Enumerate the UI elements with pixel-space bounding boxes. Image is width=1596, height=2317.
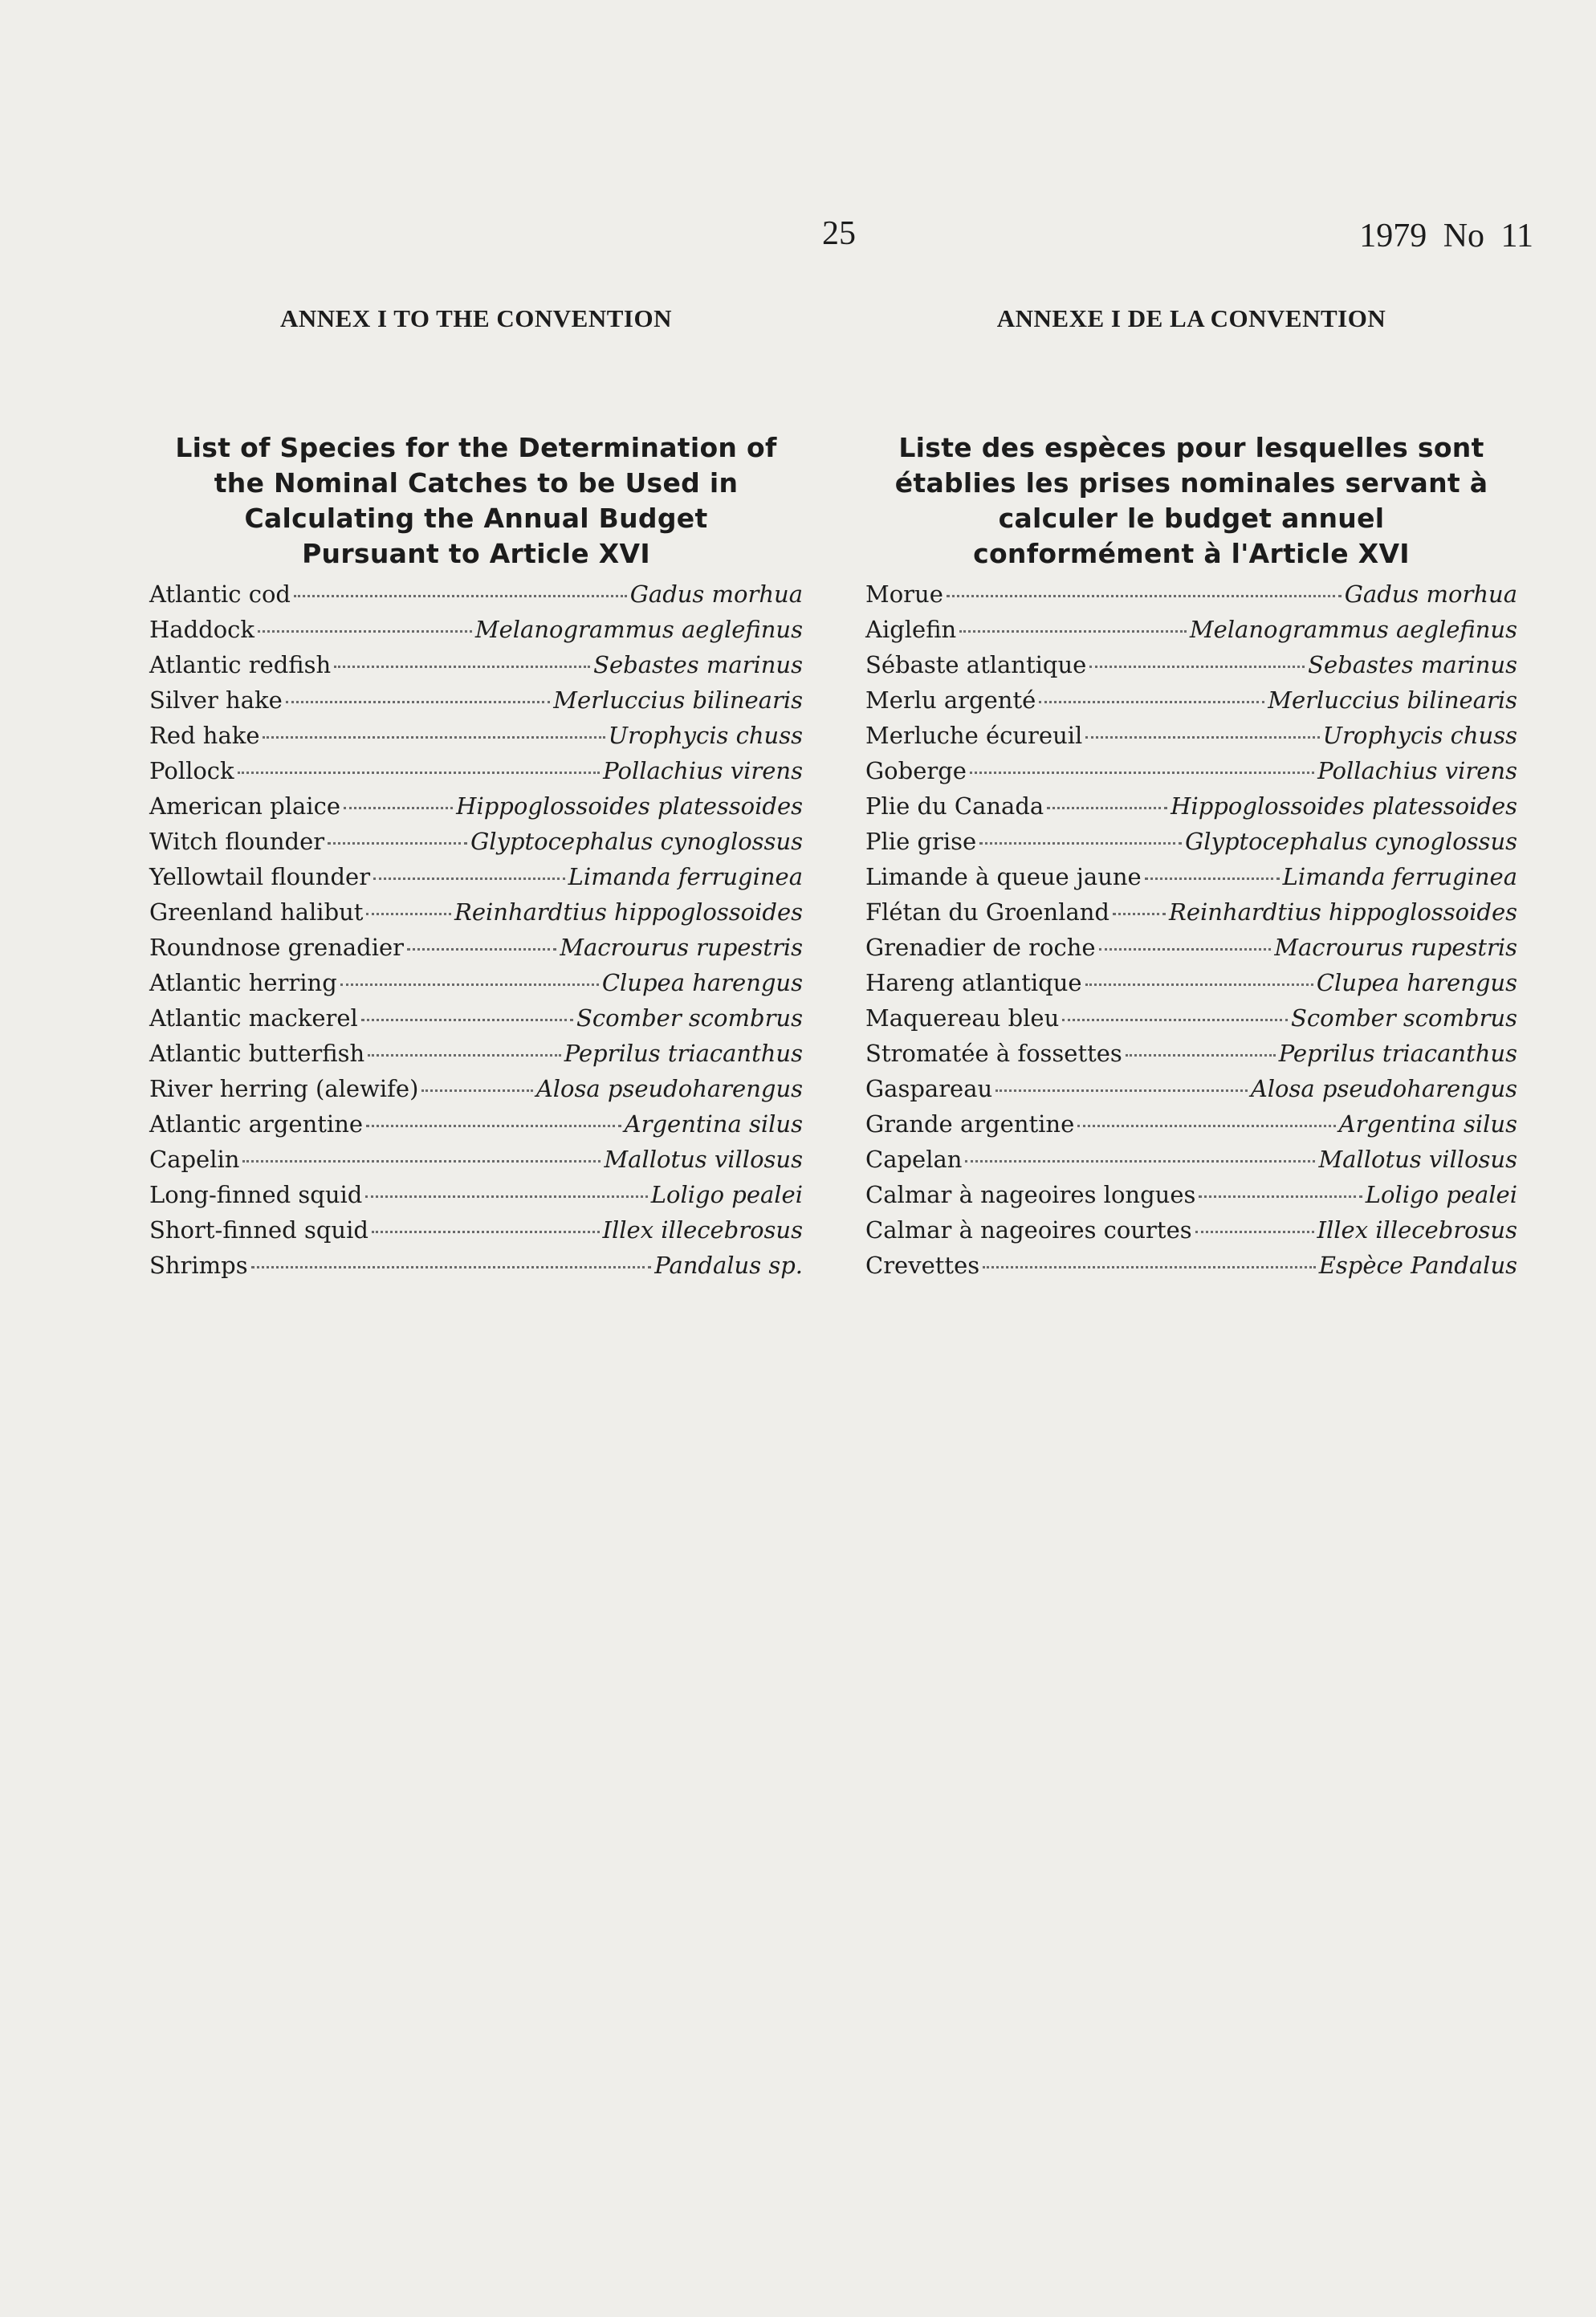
species-row (149, 1177, 803, 1212)
common-name: Merluche écureuil (865, 722, 1083, 749)
common-name: Red hake (149, 722, 260, 749)
species-row (865, 1106, 1517, 1142)
species-row (149, 1142, 803, 1177)
species-row (149, 965, 803, 1000)
dot-leader (1199, 1195, 1362, 1198)
species-row (865, 576, 1517, 612)
common-name: Plie du Canada (865, 792, 1044, 820)
scientific-name: Pandalus sp. (654, 1252, 803, 1279)
dot-leader (334, 666, 590, 668)
species-row (149, 612, 803, 647)
species-row (149, 682, 803, 718)
species-list (149, 576, 803, 1283)
dot-leader (421, 1089, 532, 1092)
species-row (149, 576, 803, 612)
scientific-name: Sebastes marinus (593, 651, 803, 678)
common-name: Capelin (149, 1146, 240, 1173)
dot-leader (372, 1231, 600, 1233)
species-row (865, 894, 1517, 930)
common-name: Limande à queue jaune (865, 863, 1142, 890)
dot-leader (1039, 701, 1264, 703)
dot-leader (263, 736, 605, 739)
species-row (865, 788, 1517, 824)
species-row (865, 647, 1517, 682)
common-name: Sébaste atlantique (865, 651, 1087, 678)
common-name: Crevettes (865, 1252, 980, 1279)
species-row (149, 894, 803, 930)
common-name: Maquereau bleu (865, 1004, 1060, 1032)
scientific-name: Merluccius bilinearis (1268, 686, 1517, 714)
list-title-line: conformément à l'Article XVI (973, 538, 1410, 569)
common-name: American plaice (149, 792, 340, 820)
scientific-name: Pollachius virens (1317, 757, 1517, 784)
species-row (865, 612, 1517, 647)
species-row (865, 682, 1517, 718)
list-title (865, 430, 1517, 572)
species-row (865, 824, 1517, 859)
species-row (865, 1000, 1517, 1036)
species-row (149, 859, 803, 894)
species-row (865, 1142, 1517, 1177)
scientific-name: Glyptocephalus cynoglossus (470, 828, 803, 855)
dot-leader (407, 948, 556, 951)
species-row (865, 859, 1517, 894)
scientific-name: Hippoglossoides platessoides (456, 792, 803, 820)
french-column (865, 301, 1517, 1283)
annex-title: ANNEXE I DE LA CONVENTION (996, 304, 1386, 332)
common-name: Atlantic herring (149, 969, 337, 996)
common-name: Atlantic redfish (149, 651, 332, 678)
species-row (149, 1248, 803, 1283)
dot-leader (995, 1089, 1248, 1092)
dot-leader (1126, 1054, 1276, 1057)
dot-leader (365, 1195, 647, 1198)
common-name: Silver hake (149, 686, 283, 714)
common-name: Yellowtail flounder (149, 863, 371, 890)
dot-leader (1113, 913, 1166, 915)
dot-leader (979, 842, 1182, 845)
species-row (149, 718, 803, 753)
scientific-name: Mallotus villosus (1318, 1146, 1517, 1173)
common-name: Calmar à nageoires longues (865, 1181, 1196, 1208)
common-name: Atlantic mackerel (149, 1004, 358, 1032)
list-title-line: Calculating the Annual Budget (244, 503, 708, 534)
common-name: Atlantic butterfish (149, 1040, 365, 1067)
species-row (149, 1036, 803, 1071)
species-row (865, 1036, 1517, 1071)
scientific-name: Glyptocephalus cynoglossus (1185, 828, 1517, 855)
common-name: Greenland halibut (149, 898, 364, 926)
scientific-name: Illex illecebrosus (1317, 1216, 1517, 1244)
scientific-name: Gadus morhua (629, 580, 803, 608)
species-row (149, 1212, 803, 1248)
document-reference: 1979 No 11 (1359, 218, 1533, 255)
scientific-name: Reinhardtius hippoglossoides (1169, 898, 1517, 926)
dot-leader (1062, 1019, 1288, 1021)
species-row (865, 1248, 1517, 1283)
species-row (865, 930, 1517, 965)
common-name: Long-finned squid (149, 1181, 363, 1208)
list-title-line: the Nominal Catches to be Used in (214, 467, 739, 499)
species-row (865, 965, 1517, 1000)
scientific-name: Scomber scombrus (576, 1004, 803, 1032)
scientific-name: Loligo pealei (1365, 1181, 1517, 1208)
species-row (149, 1106, 803, 1142)
common-name: Roundnose grenadier (149, 934, 405, 961)
species-row (865, 753, 1517, 788)
species-list (865, 576, 1517, 1283)
scientific-name: Gadus morhua (1344, 580, 1517, 608)
dot-leader (294, 595, 627, 597)
dot-leader (1099, 948, 1272, 951)
common-name: Haddock (149, 616, 254, 643)
list-title-line: Pursuant to Article XVI (302, 538, 650, 569)
common-name: Atlantic argentine (149, 1110, 364, 1138)
scientific-name: Mallotus villosus (604, 1146, 803, 1173)
common-name: Grenadier de roche (865, 934, 1096, 961)
scientific-name: Macrourus rupestris (560, 934, 803, 961)
scientific-name: Limanda ferruginea (1282, 863, 1517, 890)
dot-leader (1085, 983, 1313, 986)
dot-leader (368, 1054, 560, 1057)
scientific-name: Clupea harengus (601, 969, 803, 996)
dot-leader (373, 878, 565, 880)
scientific-name: Espèce Pandalus (1318, 1252, 1517, 1279)
scientific-name: Alosa pseudoharengus (535, 1075, 803, 1102)
list-title (149, 430, 803, 572)
common-name: Calmar à nageoires courtes (865, 1216, 1192, 1244)
species-row (149, 753, 803, 788)
common-name: Hareng atlantique (865, 969, 1082, 996)
species-row (865, 718, 1517, 753)
scientific-name: Hippoglossoides platessoides (1171, 792, 1517, 820)
dot-leader (1089, 666, 1305, 668)
species-row (865, 1177, 1517, 1212)
scientific-name: Clupea harengus (1316, 969, 1517, 996)
common-name: Atlantic cod (149, 580, 291, 608)
dot-leader (1085, 736, 1319, 739)
dot-leader (1145, 878, 1280, 880)
species-row (149, 1071, 803, 1106)
scientific-name: Argentina silus (624, 1110, 803, 1138)
common-name: Capelan (865, 1146, 963, 1173)
scientific-name: Peprilus triacanthus (564, 1040, 803, 1067)
dot-leader (1195, 1231, 1314, 1233)
dot-leader (1047, 807, 1167, 809)
scientific-name: Argentina silus (1338, 1110, 1517, 1138)
dot-leader (366, 913, 451, 915)
dot-leader (251, 1266, 652, 1268)
common-name: Flétan du Groenland (865, 898, 1109, 926)
common-name: Goberge (865, 757, 967, 784)
list-title-line: List of Species for the Determination of (175, 432, 777, 463)
common-name: Witch flounder (149, 828, 325, 855)
scientific-name: Merluccius bilinearis (553, 686, 803, 714)
dot-leader (361, 1019, 573, 1021)
dot-leader (965, 1160, 1315, 1163)
scientific-name: Peprilus triacanthus (1278, 1040, 1517, 1067)
species-row (149, 788, 803, 824)
scientific-name: Pollachius virens (603, 757, 803, 784)
common-name: Merlu argenté (865, 686, 1036, 714)
scientific-name: Sebastes marinus (1308, 651, 1517, 678)
dot-leader (983, 1266, 1316, 1268)
scientific-name: Macrourus rupestris (1274, 934, 1517, 961)
species-row (149, 930, 803, 965)
dot-leader (959, 630, 1187, 633)
dot-leader (238, 772, 601, 774)
scientific-name: Urophycis chuss (1322, 722, 1517, 749)
common-name: Pollock (149, 757, 234, 784)
scientific-name: Illex illecebrosus (602, 1216, 803, 1244)
common-name: Gaspareau (865, 1075, 993, 1102)
scientific-name: Loligo pealei (650, 1181, 803, 1208)
scientific-name: Melanogrammus aeglefinus (1189, 616, 1517, 643)
species-row (865, 1071, 1517, 1106)
common-name: Stromatée à fossettes (865, 1040, 1122, 1067)
scientific-name: Alosa pseudoharengus (1250, 1075, 1517, 1102)
scientific-name: Urophycis chuss (608, 722, 803, 749)
list-title-line: établies les prises nominales servant à (894, 467, 1488, 499)
dot-leader (1077, 1125, 1335, 1127)
scientific-name: Melanogrammus aeglefinus (474, 616, 803, 643)
dot-leader (344, 807, 453, 809)
common-name: River herring (alewife) (149, 1075, 419, 1102)
species-row (865, 1212, 1517, 1248)
dot-leader (366, 1125, 621, 1127)
dot-leader (328, 842, 467, 845)
list-title-line: Liste des espèces pour lesquelles sont (898, 432, 1484, 463)
scientific-name: Reinhardtius hippoglossoides (454, 898, 803, 926)
dot-leader (340, 983, 599, 986)
common-name: Grande argentine (865, 1110, 1075, 1138)
common-name: Short-finned squid (149, 1216, 368, 1244)
dot-leader (947, 595, 1342, 597)
dot-leader (242, 1160, 601, 1163)
dot-leader (286, 701, 551, 703)
dot-leader (258, 630, 472, 633)
annex-title: ANNEX I TO THE CONVENTION (280, 304, 672, 332)
common-name: Plie grise (865, 828, 977, 855)
species-row (149, 824, 803, 859)
scientific-name: Scomber scombrus (1291, 1004, 1517, 1032)
scientific-name: Limanda ferruginea (568, 863, 803, 890)
dot-leader (970, 772, 1314, 774)
page-number: 25 (822, 215, 856, 252)
species-row (149, 647, 803, 682)
list-title-line: calculer le budget annuel (998, 503, 1385, 534)
english-column (149, 301, 803, 1283)
common-name: Aiglefin (865, 616, 957, 643)
species-row (149, 1000, 803, 1036)
common-name: Shrimps (149, 1252, 248, 1279)
common-name: Morue (865, 580, 943, 608)
